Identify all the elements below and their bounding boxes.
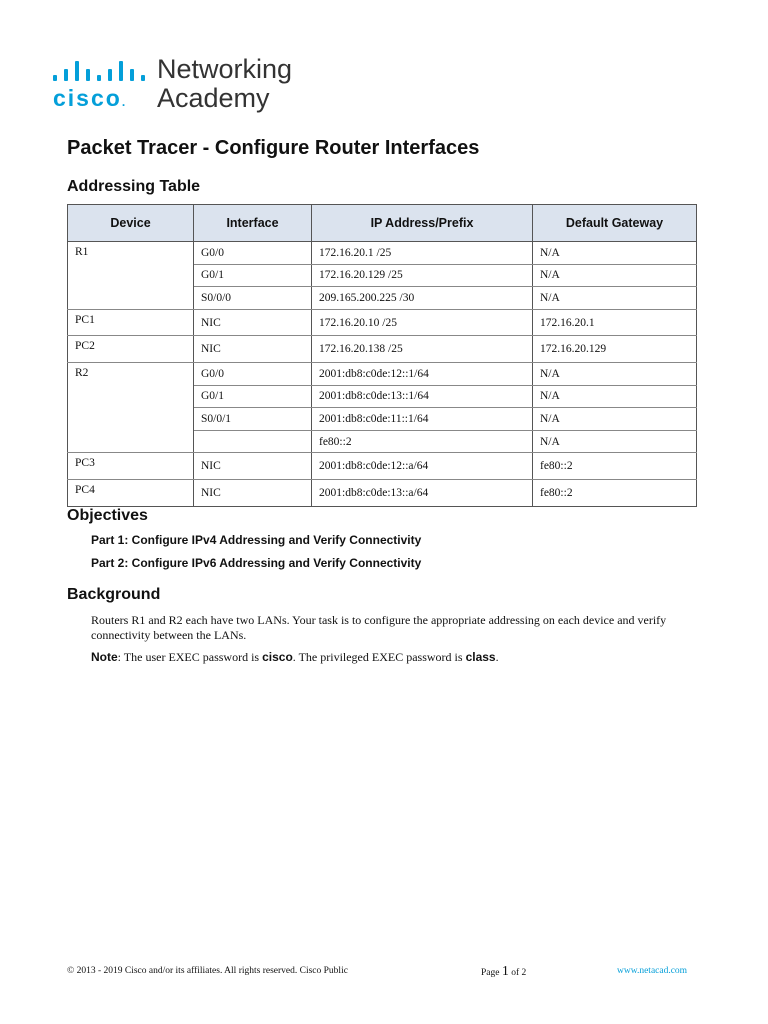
- cell-ip-prefix: 2001:db8:c0de:12::1/64: [312, 362, 533, 385]
- cell-default-gateway: N/A: [533, 287, 697, 310]
- cell-device: R1: [68, 242, 194, 310]
- table-header-row: [68, 205, 697, 242]
- note-paragraph: [91, 650, 701, 665]
- cell-ip-prefix: fe80::2: [312, 430, 533, 453]
- objectives-heading: Objectives: [67, 507, 148, 524]
- cell-device: PC1: [68, 309, 194, 336]
- cell-interface: NIC: [194, 453, 312, 480]
- cell-interface: G0/1: [194, 264, 312, 287]
- footer-page-of: of 2: [511, 968, 527, 978]
- cell-ip-prefix: 2001:db8:c0de:12::a/64: [312, 453, 533, 480]
- footer-page-indicator: [481, 964, 526, 980]
- cell-interface: G0/0: [194, 362, 312, 385]
- note-text-3: .: [495, 650, 499, 664]
- note-label: Note: [91, 650, 118, 664]
- table-row: [68, 362, 697, 385]
- cell-default-gateway: N/A: [533, 408, 697, 431]
- footer-copyright: © 2013 - 2019 Cisco and/or its affiliates. All rights reserved. Cisco Public: [67, 966, 348, 976]
- cell-device: PC4: [68, 479, 194, 506]
- cisco-bars-icon: [53, 61, 149, 81]
- footer-page-label: Page: [481, 968, 500, 978]
- cell-device: R2: [68, 362, 194, 452]
- logo-text-bottom: Academy: [157, 83, 270, 113]
- cell-ip-prefix: 172.16.20.129 /25: [312, 264, 533, 287]
- cisco-networking-academy-logo: [53, 54, 313, 117]
- table-row: [68, 479, 697, 506]
- table-row: [68, 453, 697, 480]
- cisco-wordmark: cisco.: [53, 85, 126, 111]
- objective-part-2: Part 2: Configure IPv6 Addressing and Verify Connectivity: [91, 556, 422, 570]
- cell-interface: S0/0/1: [194, 408, 312, 431]
- addressing-table-heading: Addressing Table: [67, 178, 201, 195]
- background-heading: Background: [67, 586, 161, 603]
- objective-part-1: Part 1: Configure IPv4 Addressing and Verify Connectivity: [91, 533, 422, 547]
- cell-ip-prefix: 2001:db8:c0de:13::1/64: [312, 385, 533, 408]
- page-title: Packet Tracer - Configure Router Interfaces: [67, 137, 480, 159]
- header-default-gateway: Default Gateway: [533, 205, 697, 242]
- cell-default-gateway: fe80::2: [533, 479, 697, 506]
- cell-interface: G0/1: [194, 385, 312, 408]
- footer-page-number: 1: [501, 964, 509, 979]
- cell-interface: NIC: [194, 336, 312, 363]
- cell-ip-prefix: 2001:db8:c0de:11::1/64: [312, 408, 533, 431]
- note-text-1: : The user EXEC password is: [117, 650, 263, 664]
- cell-interface: [194, 430, 312, 453]
- cell-default-gateway: 172.16.20.129: [533, 336, 697, 363]
- cell-default-gateway: N/A: [533, 242, 697, 265]
- note-privileged-password: class: [465, 650, 496, 664]
- cell-interface: NIC: [194, 479, 312, 506]
- table-row: [68, 309, 697, 336]
- cell-ip-prefix: 172.16.20.10 /25: [312, 309, 533, 336]
- cell-interface: S0/0/0: [194, 287, 312, 310]
- cell-default-gateway: 172.16.20.1: [533, 309, 697, 336]
- footer-netacad-link[interactable]: www.netacad.com: [617, 966, 688, 976]
- cell-device: PC3: [68, 453, 194, 480]
- logo-text: [157, 55, 292, 113]
- header-device: Device: [68, 205, 194, 242]
- logo-text-top: Networking: [157, 54, 293, 84]
- table-row: [68, 242, 697, 265]
- header-ip-prefix: IP Address/Prefix: [312, 205, 533, 242]
- cell-interface: NIC: [194, 309, 312, 336]
- table-body: [68, 242, 697, 507]
- cell-device: PC2: [68, 336, 194, 363]
- cell-default-gateway: N/A: [533, 430, 697, 453]
- header-interface: Interface: [194, 205, 312, 242]
- cell-ip-prefix: 172.16.20.138 /25: [312, 336, 533, 363]
- addressing-table: [67, 204, 697, 507]
- cell-ip-prefix: 209.165.200.225 /30: [312, 287, 533, 310]
- note-user-password: cisco: [262, 650, 293, 664]
- cell-default-gateway: N/A: [533, 264, 697, 287]
- cell-default-gateway: fe80::2: [533, 453, 697, 480]
- cell-ip-prefix: 172.16.20.1 /25: [312, 242, 533, 265]
- table-row: [68, 336, 697, 363]
- cell-default-gateway: N/A: [533, 385, 697, 408]
- cell-default-gateway: N/A: [533, 362, 697, 385]
- background-paragraph: Routers R1 and R2 each have two LANs. Your task is to configure the appropriate addressing on each device and verify connectivity between the LANs.: [91, 613, 667, 642]
- cell-interface: G0/0: [194, 242, 312, 265]
- cell-ip-prefix: 2001:db8:c0de:13::a/64: [312, 479, 533, 506]
- note-text-2: . The privileged EXEC password is: [292, 650, 466, 664]
